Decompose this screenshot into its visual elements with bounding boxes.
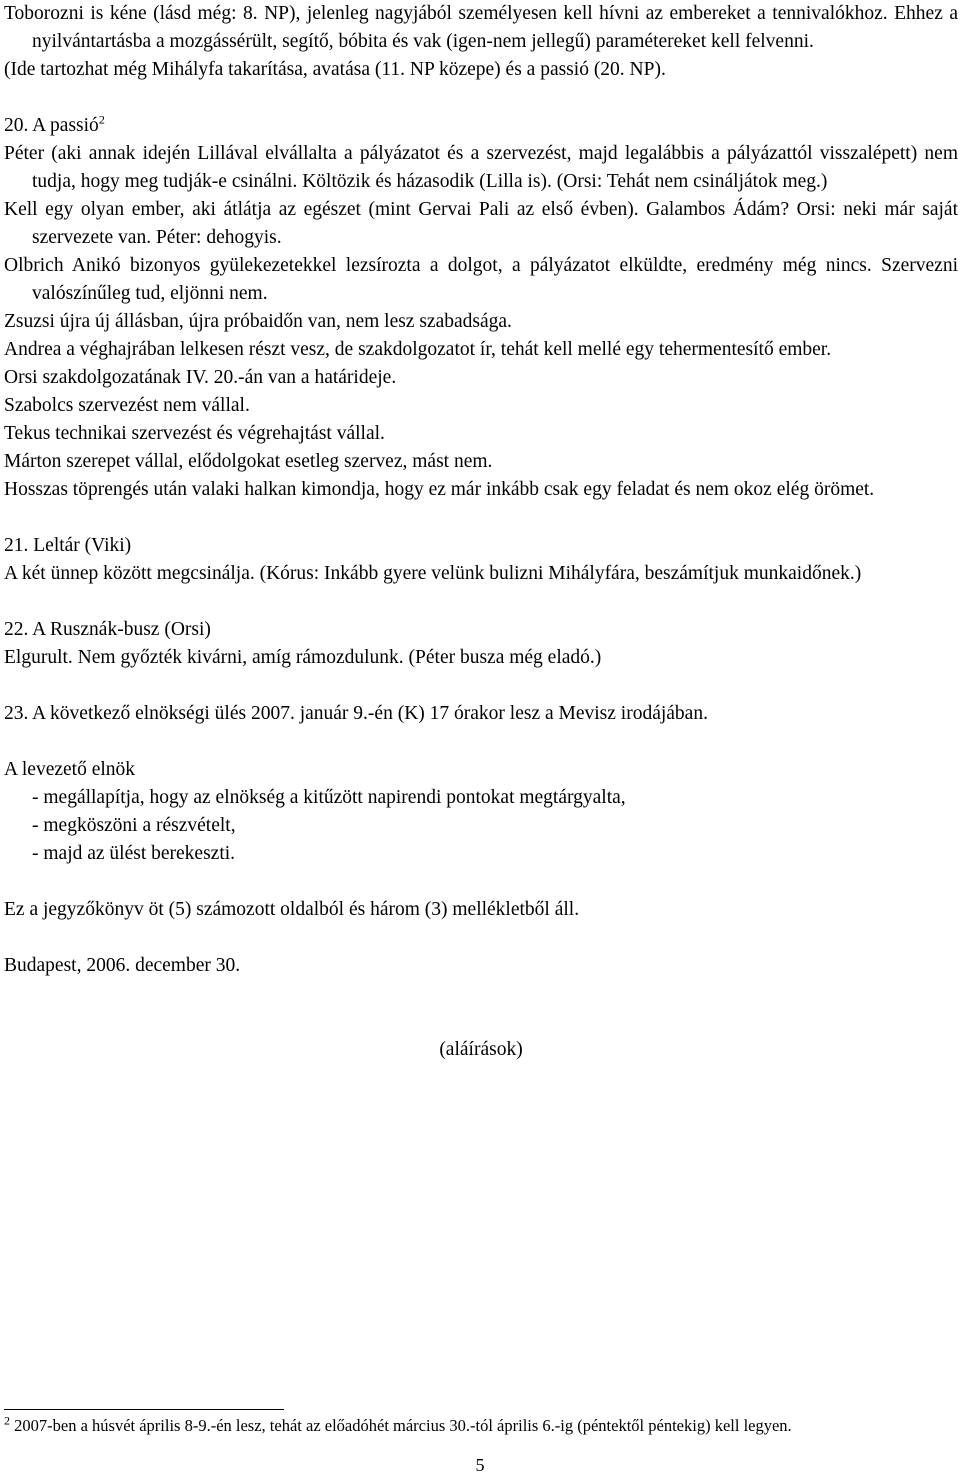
spacer — [4, 672, 958, 700]
footnote-divider — [4, 1409, 284, 1410]
closing-lead: A levezető elnök — [4, 759, 136, 780]
section-22-heading: 22. A Rusznák-busz (Orsi) — [4, 619, 211, 640]
section-20-title: 20. A passió — [4, 115, 99, 136]
spacer — [4, 728, 958, 756]
paragraph-recruiting: Toborozni is kéne (lásd még: 8. NP), jelenleg nagyjából személyesen kell hívni az embereket a tennivalókhoz. Ehhez a nyilvántartásba a mozgássérült, segítő, bóbita és vak (igen-nem jellegű) paramétereket kell felvenni. — [4, 3, 958, 52]
section-21-paragraph: A két ünnep között megcsinálja. (Kórus: Inkább gyere velünk bulizni Mihályfára, beszámítjuk munkaidőnek.) — [4, 563, 862, 584]
section-20-paragraph: Kell egy olyan ember, aki átlátja az egészet (mint Gervai Pali az első évben). Galambos Ádám? Orsi: neki már saját szervezete van. Péter: dehogyis. — [4, 199, 958, 248]
spacer — [4, 924, 958, 952]
section-20-heading — [4, 112, 958, 140]
section-20-paragraph: Andrea a véghajrában lelkesen részt vesz, de szakdolgozatot ír, tehát kell mellé egy tehermentesítő ember. — [4, 339, 832, 360]
closing-summary: Ez a jegyzőkönyv öt (5) számozott oldalból és három (3) mellékletből áll. — [4, 899, 580, 920]
section-20-paragraph: Olbrich Anikó bizonyos gyülekezetekkel lezsírozta a dolgot, a pályázatot elküldte, eredmény még nincs. Szervezni valószínűleg tud, eljönni nem. — [4, 255, 958, 304]
page-number: 5 — [475, 1455, 485, 1475]
section-21-heading: 21. Leltár (Viki) — [4, 535, 132, 556]
list-item: - megköszöni a részvételt, — [32, 815, 236, 836]
footnote-marker: 2 — [4, 1413, 10, 1428]
section-23-paragraph: 23. A következő elnökségi ülés 2007. január 9.-én (K) 17 órakor lesz a Mevisz irodájában. — [4, 703, 708, 724]
section-22-paragraph: Elgurult. Nem győzték kivárni, amíg rámozdulunk. (Péter busza még eladó.) — [4, 647, 602, 668]
section-20-paragraph: Zsuzsi újra új állásban, újra próbaidőn van, nem lesz szabadsága. — [4, 311, 512, 332]
section-20-paragraph: Márton szerepet vállal, elődolgokat esetleg szervez, mást nem. — [4, 451, 493, 472]
section-20-paragraph: Szabolcs szervezést nem vállal. — [4, 395, 250, 416]
spacer — [4, 980, 958, 1008]
spacer — [4, 1008, 958, 1036]
spacer — [4, 504, 958, 532]
paragraph-note: (Ide tartozhat még Mihályfa takarítása, avatása (11. NP közepe) és a passió (20. NP). — [4, 59, 666, 80]
footnote-reference: 2 — [98, 112, 105, 127]
spacer — [4, 868, 958, 896]
closing-list — [4, 784, 958, 868]
section-20-paragraph: Péter (aki annak idején Lillával elvállalta a pályázatot és a szervezést, majd legalábbis a pályázattól visszalépett) nem tudja, hogy meg tudják-e csinálni. Költözik és házasodik (Lilla is). (Orsi: Tehát nem csináljátok meg.) — [4, 143, 958, 192]
spacer — [4, 84, 958, 112]
document-page — [4, 0, 958, 1064]
footnote-text: 2007-ben a húsvét április 8-9.-én lesz, tehát az előadóhét március 30.-tól április 6.-ig (péntektől péntekig) kell legyen. — [10, 1416, 792, 1435]
list-item: - megállapítja, hogy az elnökség a kitűzött napirendi pontokat megtárgyalta, — [32, 787, 626, 808]
section-20-paragraph: Tekus technikai szervezést és végrehajtást vállal. — [4, 423, 385, 444]
list-item: - majd az ülést berekeszti. — [32, 843, 236, 864]
signatures: (aláírások) — [439, 1039, 523, 1060]
section-20-paragraph: Orsi szakdolgozatának IV. 20.-án van a határideje. — [4, 367, 397, 388]
section-20-paragraph: Hosszas töprengés után valaki halkan kimondja, hogy ez már inkább csak egy feladat és nem okoz elég örömet. — [4, 479, 875, 500]
place-date: Budapest, 2006. december 30. — [4, 955, 241, 976]
footnote — [4, 1414, 958, 1438]
spacer — [4, 588, 958, 616]
